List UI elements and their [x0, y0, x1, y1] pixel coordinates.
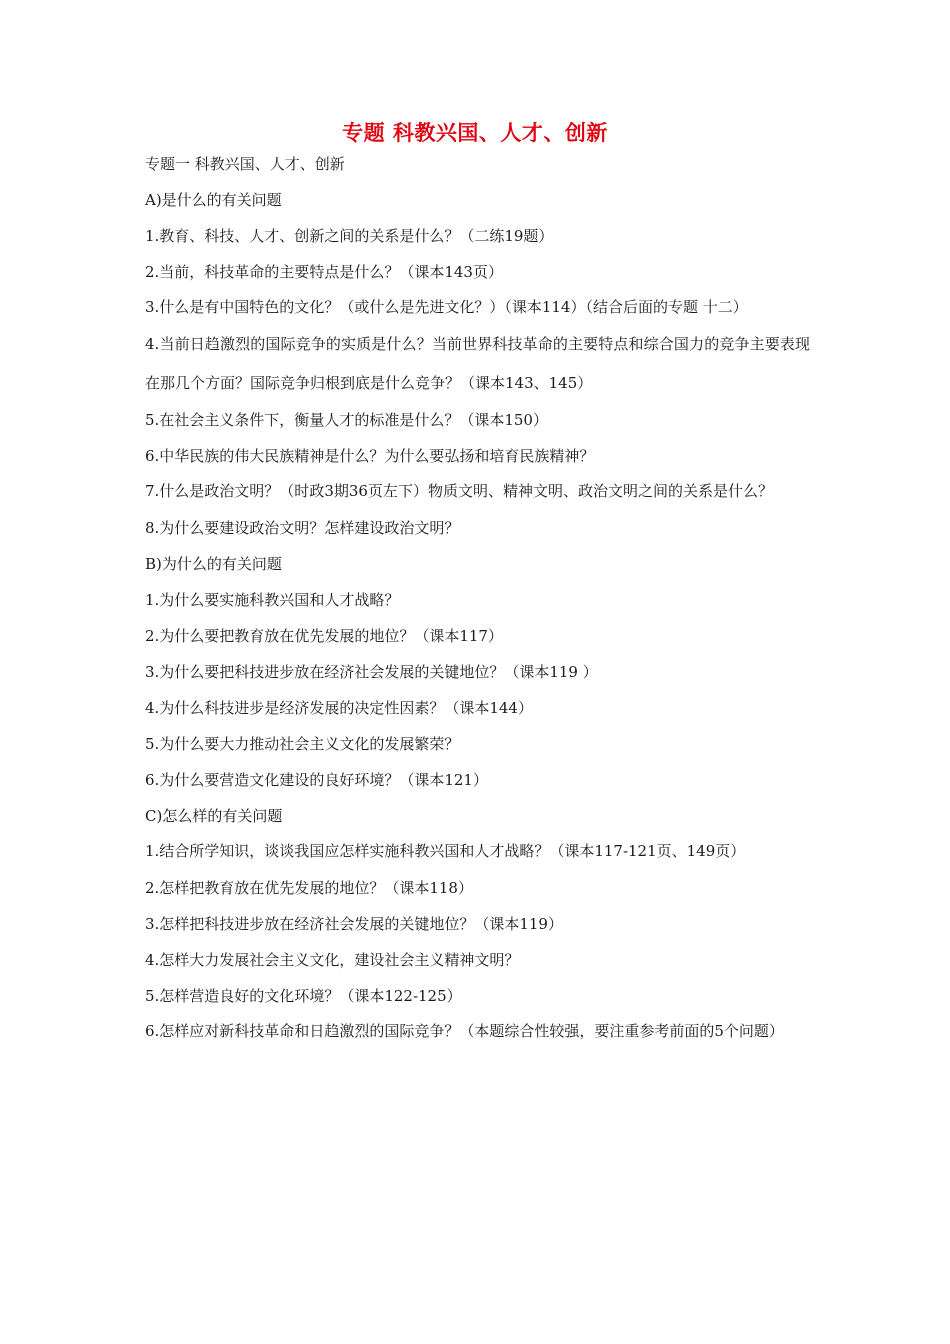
document-body	[145, 146, 810, 1050]
document-title: 专题 科教兴国、人才、创新	[342, 121, 608, 145]
section-a-item: 7.什么是政治文明？（时政3期36页左下）物质文明、精神文明、政治文明之间的关系是什么？	[145, 482, 773, 500]
section-a-item: 4.当前日趋激烈的国际竞争的实质是什么？当前世界科技革命的主要特点和综合国力的竞争主要表现在那几个方面？国际竞争归根到底是什么竞争？（课本143、145）	[145, 335, 810, 392]
section-b-item: 6.为什么要营造文化建设的良好环境？（课本121）	[145, 771, 488, 789]
section-a-item: 3.什么是有中国特色的文化？（或什么是先进文化？）（课本114）（结合后面的专题 十二）	[145, 298, 748, 316]
section-c-item: 4.怎样大力发展社会主义文化，建设社会主义精神文明？	[145, 951, 520, 969]
section-c-item: 3.怎样把科技进步放在经济社会发展的关键地位？（课本119）	[145, 915, 563, 933]
section-a-item: 2.当前，科技革命的主要特点是什么？（课本143页）	[145, 263, 503, 281]
section-c-heading: C)怎么样的有关问题	[145, 807, 283, 825]
section-c-item: 5.怎样营造良好的文化环境？（课本122-125）	[145, 987, 462, 1005]
section-a-item: 5.在社会主义条件下，衡量人才的标准是什么？（课本150）	[145, 411, 548, 429]
section-a-item: 8.为什么要建设政治文明？怎样建设政治文明？	[145, 519, 460, 537]
section-b-item: 3.为什么要把科技进步放在经济社会发展的关键地位？（课本119 ）	[145, 663, 598, 681]
section-c-item: 1.结合所学知识，谈谈我国应怎样实施科教兴国和人才战略？（课本117-121页、149页）	[145, 842, 746, 860]
section-a-item: 1.教育、科技、人才、创新之间的关系是什么？（二练19题）	[145, 227, 554, 245]
section-a-heading: A)是什么的有关问题	[145, 191, 282, 209]
section-b-item: 2.为什么要把教育放在优先发展的地位？（课本117）	[145, 627, 503, 645]
section-b-item: 4.为什么科技进步是经济发展的决定性因素？（课本144）	[145, 699, 533, 717]
document-subtitle: 专题一 科教兴国、人才、创新	[145, 155, 345, 173]
section-a-item: 6.中华民族的伟大民族精神是什么？为什么要弘扬和培育民族精神？	[145, 447, 595, 465]
section-b-item: 5.为什么要大力推动社会主义文化的发展繁荣？	[145, 735, 460, 753]
section-b-heading: B)为什么的有关问题	[145, 555, 282, 573]
section-c-item: 6.怎样应对新科技革命和日趋激烈的国际竞争？（本题综合性较强，要注重参考前面的5个问题）	[145, 1022, 784, 1040]
section-b-item: 1.为什么要实施科教兴国和人才战略？	[145, 591, 400, 609]
section-c-item: 2.怎样把教育放在优先发展的地位？（课本118）	[145, 879, 473, 897]
